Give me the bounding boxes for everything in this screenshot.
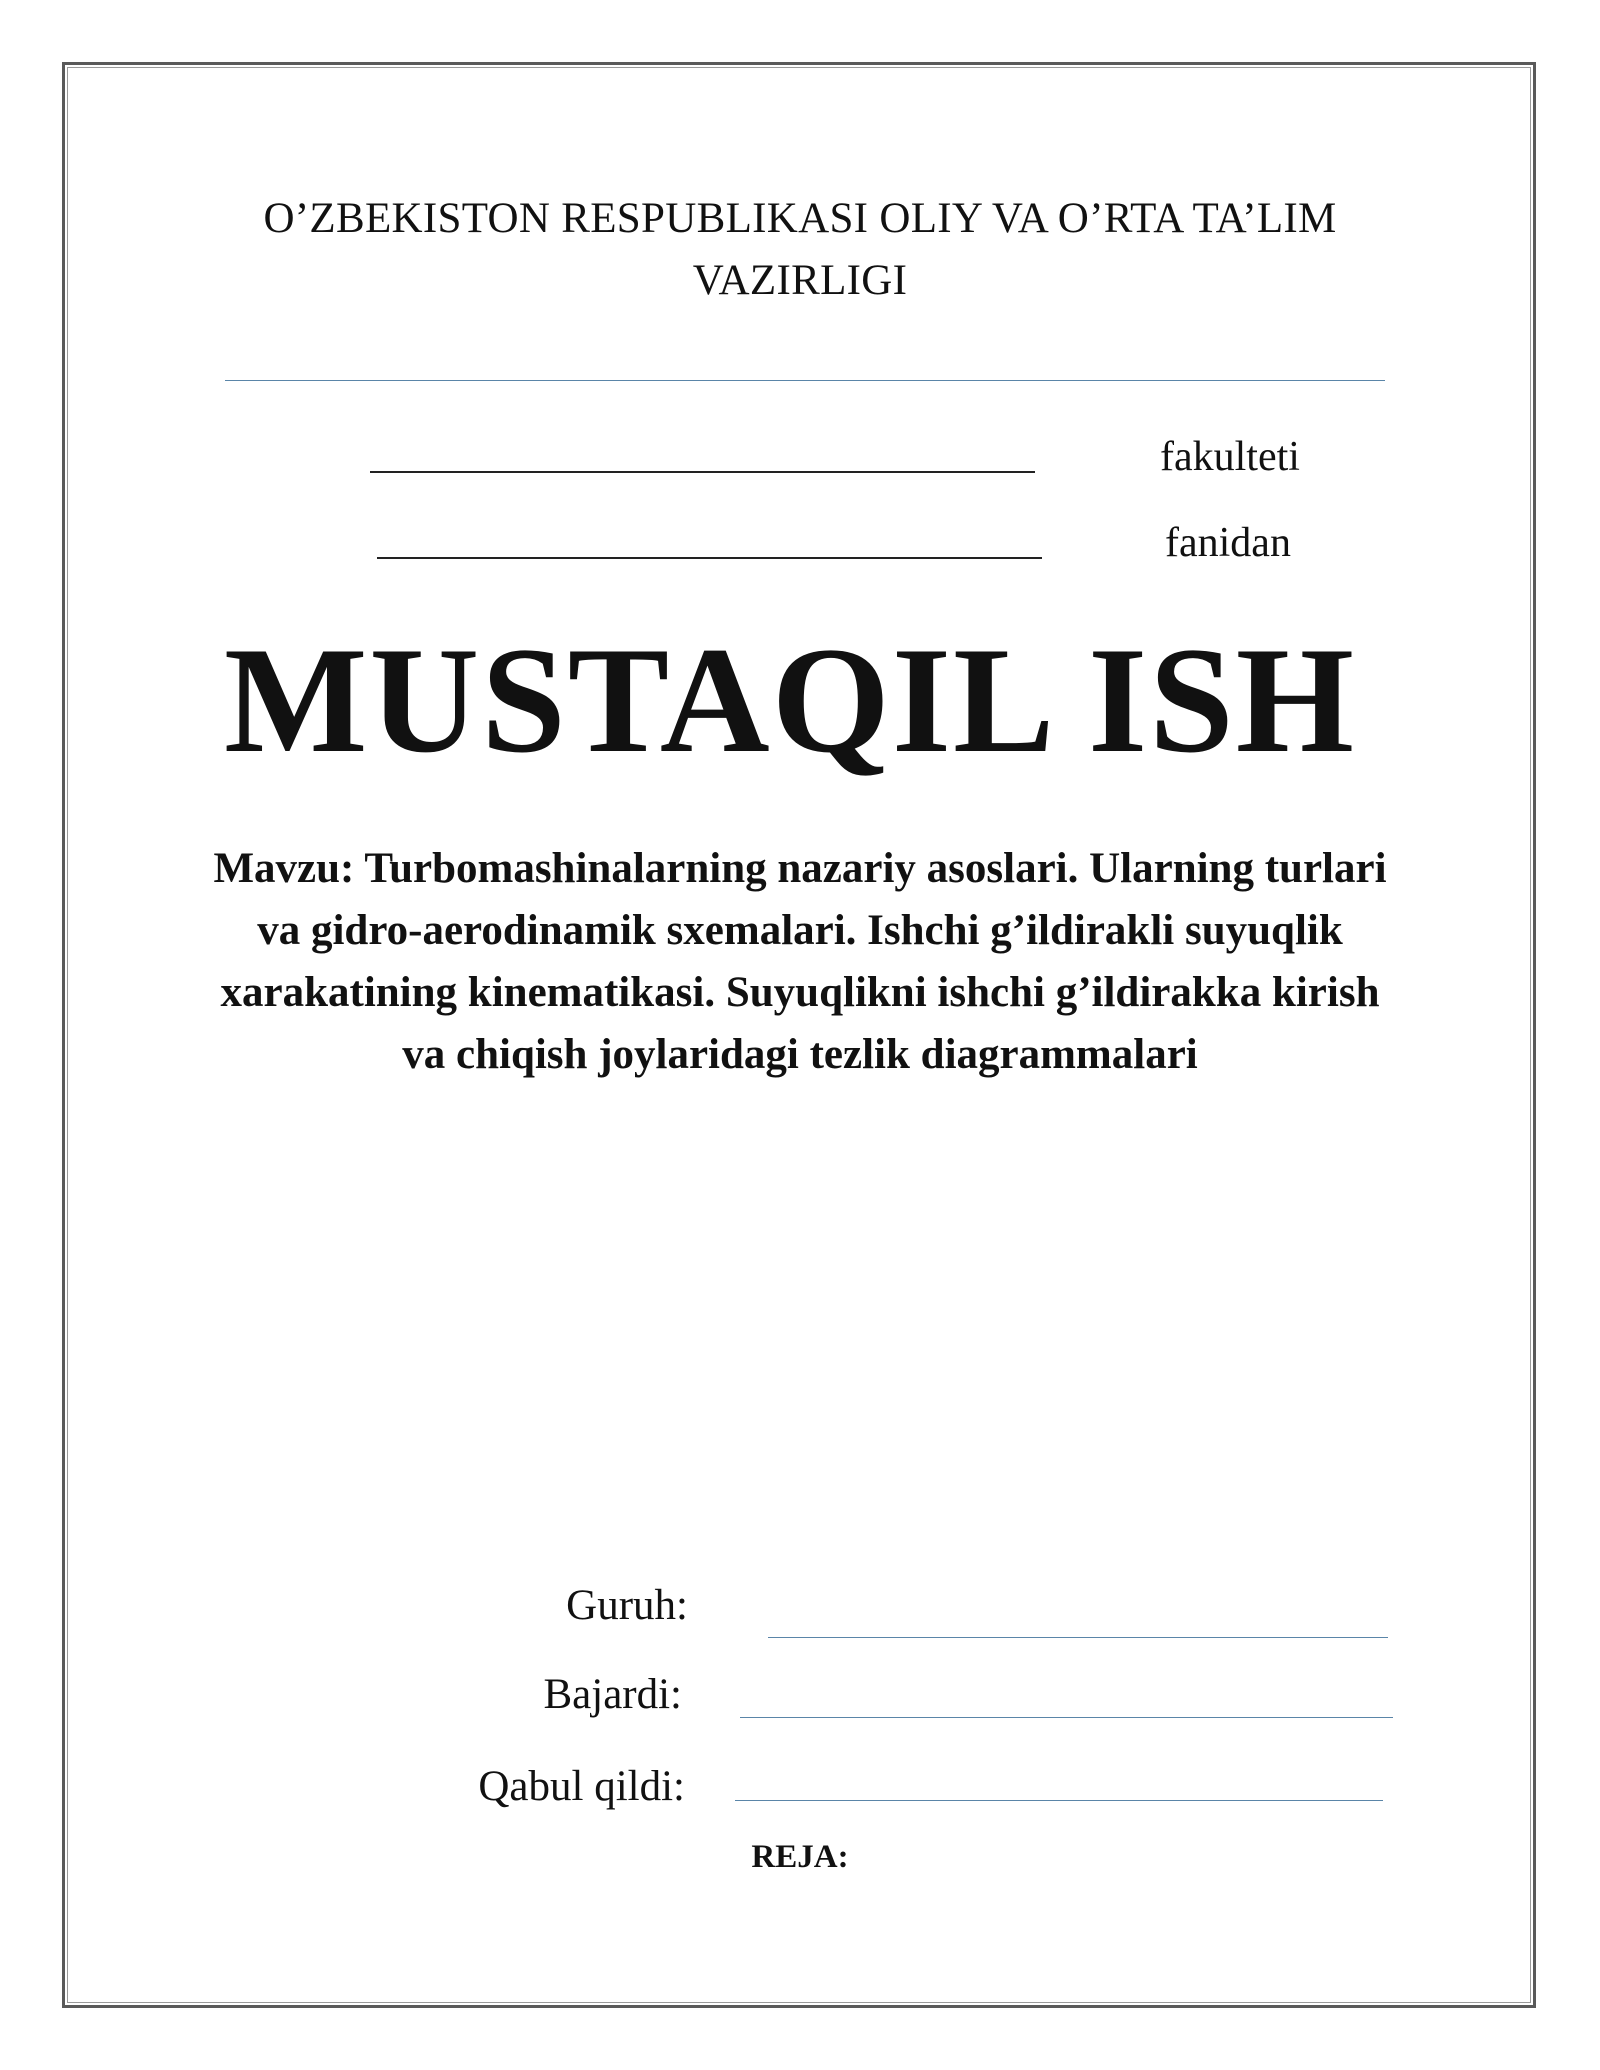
subject-blank-line bbox=[377, 557, 1042, 559]
done-by-label: Bajardi: bbox=[543, 1671, 682, 1718]
faculty-blank-line bbox=[370, 471, 1035, 473]
topic-text: Mavzu: Turbomashinalarning nazariy asoslari. Ularning turlari va gidro-aerodinamik sxemalari. Ishchi g’ildirakli suyuqlik xarakatining kinematikasi. Suyuqlikni ishchi g’ildirakka kirish va chiqish joylaridagi tezlik diagrammalari bbox=[213, 845, 1387, 1078]
faculty-label: fakulteti bbox=[1160, 434, 1300, 480]
university-name-line bbox=[225, 380, 1385, 381]
group-label: Guruh: bbox=[566, 1582, 688, 1629]
plan-heading: REJA: bbox=[751, 1839, 849, 1875]
accepted-by-line bbox=[735, 1800, 1383, 1801]
ministry-heading: O’ZBEKISTON RESPUBLIKASI OLIY VA O’RTA TA’LIM VAZIRLIGI bbox=[263, 195, 1337, 304]
group-line bbox=[768, 1637, 1388, 1638]
subject-label: fanidan bbox=[1165, 520, 1291, 566]
main-title: MUSTAQIL ISH bbox=[224, 616, 1356, 784]
accepted-by-label: Qabul qildi: bbox=[478, 1763, 685, 1810]
done-by-line bbox=[740, 1717, 1393, 1718]
